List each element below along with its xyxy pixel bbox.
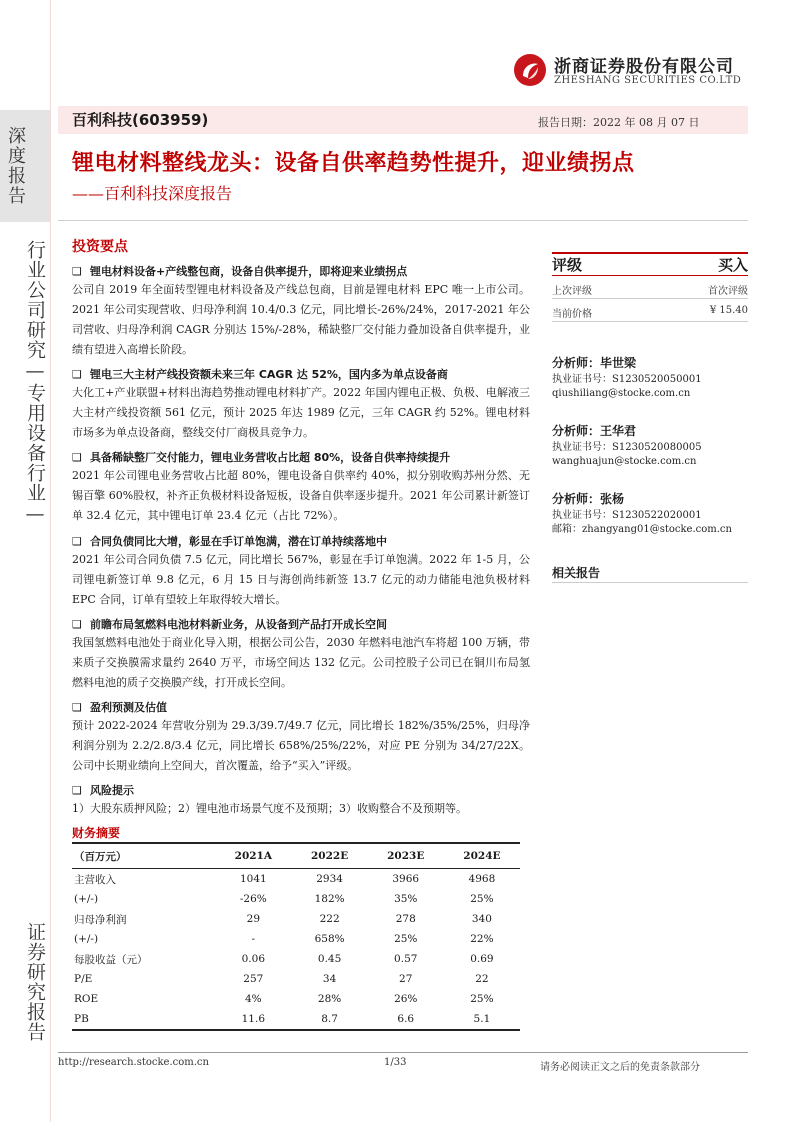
analyst-email[interactable]: 邮箱：zhangyang01@stocke.com.cn [552, 524, 732, 535]
footer-divider [58, 1052, 748, 1053]
related-reports-title: 相关报告 [552, 566, 601, 580]
page-number: 1/33 [384, 1057, 407, 1068]
rating-label: 评级 [552, 256, 583, 274]
table-cell: 26% [394, 993, 418, 1005]
table-cell: (+/-) [74, 933, 99, 945]
checkbox-bullet-icon: ❑ [72, 784, 82, 797]
logo-company-en: ZHESHANG SECURITIES CO.LTD [554, 75, 742, 86]
table-cell: (+/-) [74, 893, 99, 905]
current-price-value: ¥ 15.40 [709, 305, 748, 316]
table-row [72, 909, 520, 929]
checkbox-bullet-icon: ❑ [72, 265, 82, 278]
checkbox-bullet-icon: ❑ [72, 701, 82, 714]
table-cell: P/E [74, 973, 93, 985]
last-rating-label: 上次评级 [552, 286, 592, 297]
current-price-row [552, 305, 748, 320]
table-cell: 25% [470, 993, 494, 1005]
analyst-email[interactable]: wanghuajun@stocke.com.cn [552, 456, 697, 467]
table-cell: 4968 [468, 873, 496, 885]
table-cell: PB [72, 1009, 215, 1030]
related-divider [552, 582, 748, 583]
table-cell: 0.45 [317, 953, 342, 965]
financial-summary-table [72, 842, 520, 1031]
table-cell: 3966 [392, 873, 420, 885]
table-cell: 658% [314, 933, 345, 945]
table-cell: 257 [243, 973, 264, 985]
bullet-text: 预计 2022-2024 年营收分别为 29.3/39.7/49.7 亿元，同比增长 182%/35%/25%，归母净利润分别为 2.2/2.8/3.4 亿元，同比增长 658%/25%/22%，对应 PE 分别为 34/27/22X。公司中长期业绩向上空间大，首次覆盖，给予“买入”评级。 [72, 719, 530, 772]
table-cell: 11.6 [215, 1009, 291, 1030]
table-header-cell: 2021A [215, 843, 291, 869]
report-type-label: 深度报告 [5, 126, 26, 206]
table-cell: 22% [470, 933, 494, 945]
checkbox-bullet-icon: ❑ [72, 618, 82, 631]
table-header-cell: （百万元） [72, 843, 215, 869]
table-cell: 8.7 [292, 1009, 368, 1030]
bullet-heading: ❑ 锂电三大主材产线投资额未来三年 CAGR 达 52%，国内多为单点设备商 [72, 368, 448, 381]
disclaimer-note: 请务必阅读正文之后的免责条款部分 [540, 1062, 700, 1073]
table-cell: ROE [74, 993, 99, 1005]
table-cell: 0.57 [394, 953, 418, 965]
table-row [72, 929, 520, 949]
table-cell: - [251, 933, 256, 945]
table-cell: 6.6 [368, 1009, 444, 1030]
table-cell: 27 [399, 973, 413, 985]
last-rating-row [552, 282, 748, 297]
table-cell: 340 [471, 913, 492, 925]
bullet-text: 大化工+产业联盟+材料出海趋势推动锂电材料扩产。2022 年国内锂电正极、负极、电解液三大主材产线投资额 561 亿元，预计 2025 年达 1989 亿元，三年 CAGR 约 52%。锂电材料市场多为单点设备商，整线交付厂商极具竞争力。 [72, 386, 530, 439]
analyst-cert: 执业证书号：S1230520050001 [552, 374, 702, 385]
company-name: 百利科技(603959) [72, 111, 209, 129]
table-cell: 22 [475, 973, 489, 985]
research-report-label: 证券研究报告 [24, 922, 46, 1042]
table-cell: 0.06 [241, 953, 266, 965]
table-header-cell: 2023E [368, 843, 444, 869]
report-date: 报告日期：2022 年 08 月 07 日 [538, 116, 700, 129]
report-subtitle: ——百利科技深度报告 [72, 184, 233, 203]
checkbox-bullet-icon: ❑ [72, 535, 82, 548]
last-rating-value: 首次评级 [708, 286, 748, 297]
bullet-heading: ❑ 风险提示 [72, 784, 134, 797]
analyst-name: 分析师：王华君 [552, 424, 637, 438]
bullet-heading: ❑ 前瞻布局氢燃料电池材料新业务，从设备到产品打开成长空间 [72, 618, 387, 631]
analyst-cert: 执业证书号：S1230520080005 [552, 442, 702, 453]
bullet-text: 我国氢燃料电池处于商业化导入期，根据公司公告，2030 年燃料电池汽车将超 100 万辆，带来质子交换膜需求量约 2640 万平，市场空间达 132 亿元。公司控股子公司已在铜川布局氢燃料电池的质子交换膜产线，打开成长空间。 [72, 636, 530, 689]
table-cell: 1041 [239, 873, 267, 885]
checkbox-bullet-icon: ❑ [72, 368, 82, 381]
footer-url-link[interactable]: http://research.stocke.com.cn [58, 1057, 209, 1068]
table-cell: 29 [246, 913, 261, 925]
price-divider [552, 321, 748, 322]
table-header-row [72, 843, 520, 869]
bullet-heading: ❑ 锂电材料设备+产线整包商，设备自供率提升，即将迎来业绩拐点 [72, 265, 408, 278]
table-cell: 278 [395, 913, 416, 925]
table-cell: 35% [394, 893, 418, 905]
investment-highlights-title: 投资要点 [72, 239, 128, 255]
table-cell: -26% [239, 893, 267, 905]
header-divider [58, 220, 748, 221]
table-cell: 2934 [316, 873, 343, 885]
table-row [72, 889, 520, 909]
sidebar-divider [50, 0, 51, 1122]
table-cell: 34 [322, 973, 337, 985]
table-row [72, 869, 520, 890]
bullet-text: 2021 年公司锂电业务营收占比超 80%，锂电设备自供率约 40%，拟分别收购苏州分然、无锡百擎 60%股权，补齐正负极材料设备短板，设备自供率逐步提升。2021 年公司累计新签订单 32.4 亿元，其中锂电订单 23.4 亿元（占比 72%）。 [72, 469, 530, 522]
table-cell: 25% [394, 933, 418, 945]
analyst-cert: 执业证书号：S1230522020001 [552, 510, 702, 521]
table-cell: 28% [317, 993, 342, 1005]
bullet-heading: ❑ 合同负债同比大增，彰显在手订单饱满，潜在订单持续落地中 [72, 535, 387, 548]
logo-icon [514, 54, 546, 86]
rating-value: 买入 [717, 256, 748, 274]
table-cell: 0.69 [470, 953, 494, 965]
rating-divider [552, 298, 748, 299]
table-cell: 222 [319, 913, 340, 925]
table-cell: 每股收益（元） [74, 953, 148, 966]
logo-company-cn: 浙商证券股份有限公司 [554, 57, 734, 77]
table-header-cell: 2024E [444, 843, 520, 869]
table-cell: 归母净利润 [74, 913, 127, 926]
table-cell: 25% [470, 893, 494, 905]
table-cell: 182% [314, 893, 345, 905]
industry-label: 行业公司研究—专用设备行业— [24, 240, 46, 526]
table-row [72, 969, 520, 989]
table-row [72, 1009, 520, 1030]
bullet-text: 1）大股东质押风险；2）锂电池市场景气度不及预期；3）收购整合不及预期等。 [72, 802, 467, 815]
table-row [72, 949, 520, 969]
bullet-text: 2021 年公司合同负债 7.5 亿元，同比增长 567%，彰显在手订单饱满。2022 年 1-5 月，公司锂电新签订单 9.8 亿元，6 月 15 日与海创尚纬新签 13.7 亿元的动力储能电池负极材料 EPC 合同，订单有望较上年取得较大增长。 [72, 553, 530, 606]
report-title: 锂电材料整线龙头：设备自供率趋势性提升，迎业绩拐点 [72, 151, 635, 176]
table-header-cell: 2022E [292, 843, 368, 869]
financial-summary-title: 财务摘要 [72, 826, 121, 840]
sidebar-report-type [0, 110, 50, 222]
bullet-text: 公司自 2019 年全面转型锂电材料设备及产线总包商，目前是锂电材料 EPC 唯一上市公司。2021 年公司实现营收、归母净利润 10.4/0.3 亿元，同比增长-26%/24%，2017-2021 年公司营收、归母净利润 CAGR 分别达 15%/-28%，稀缺整厂交付能力叠加设备自供率提升，业绩有望进入高增长阶段。 [72, 283, 530, 356]
analyst-name: 分析师：张杨 [552, 492, 625, 506]
table-cell: 5.1 [444, 1009, 520, 1030]
table-cell: 4% [244, 993, 262, 1005]
bullet-heading: ❑ 盈利预测及估值 [72, 701, 167, 714]
analyst-name: 分析师：毕世梁 [552, 356, 637, 370]
table-cell: 主营收入 [74, 873, 116, 886]
current-price-label: 当前价格 [552, 309, 592, 320]
checkbox-bullet-icon: ❑ [72, 451, 82, 464]
table-row [72, 989, 520, 1009]
analyst-email[interactable]: qiushiliang@stocke.com.cn [552, 388, 691, 399]
bullet-heading: ❑ 具备稀缺整厂交付能力，锂电业务营收占比超 80%，设备自供率持续提升 [72, 451, 451, 464]
rating-bottom-rule [552, 275, 748, 276]
